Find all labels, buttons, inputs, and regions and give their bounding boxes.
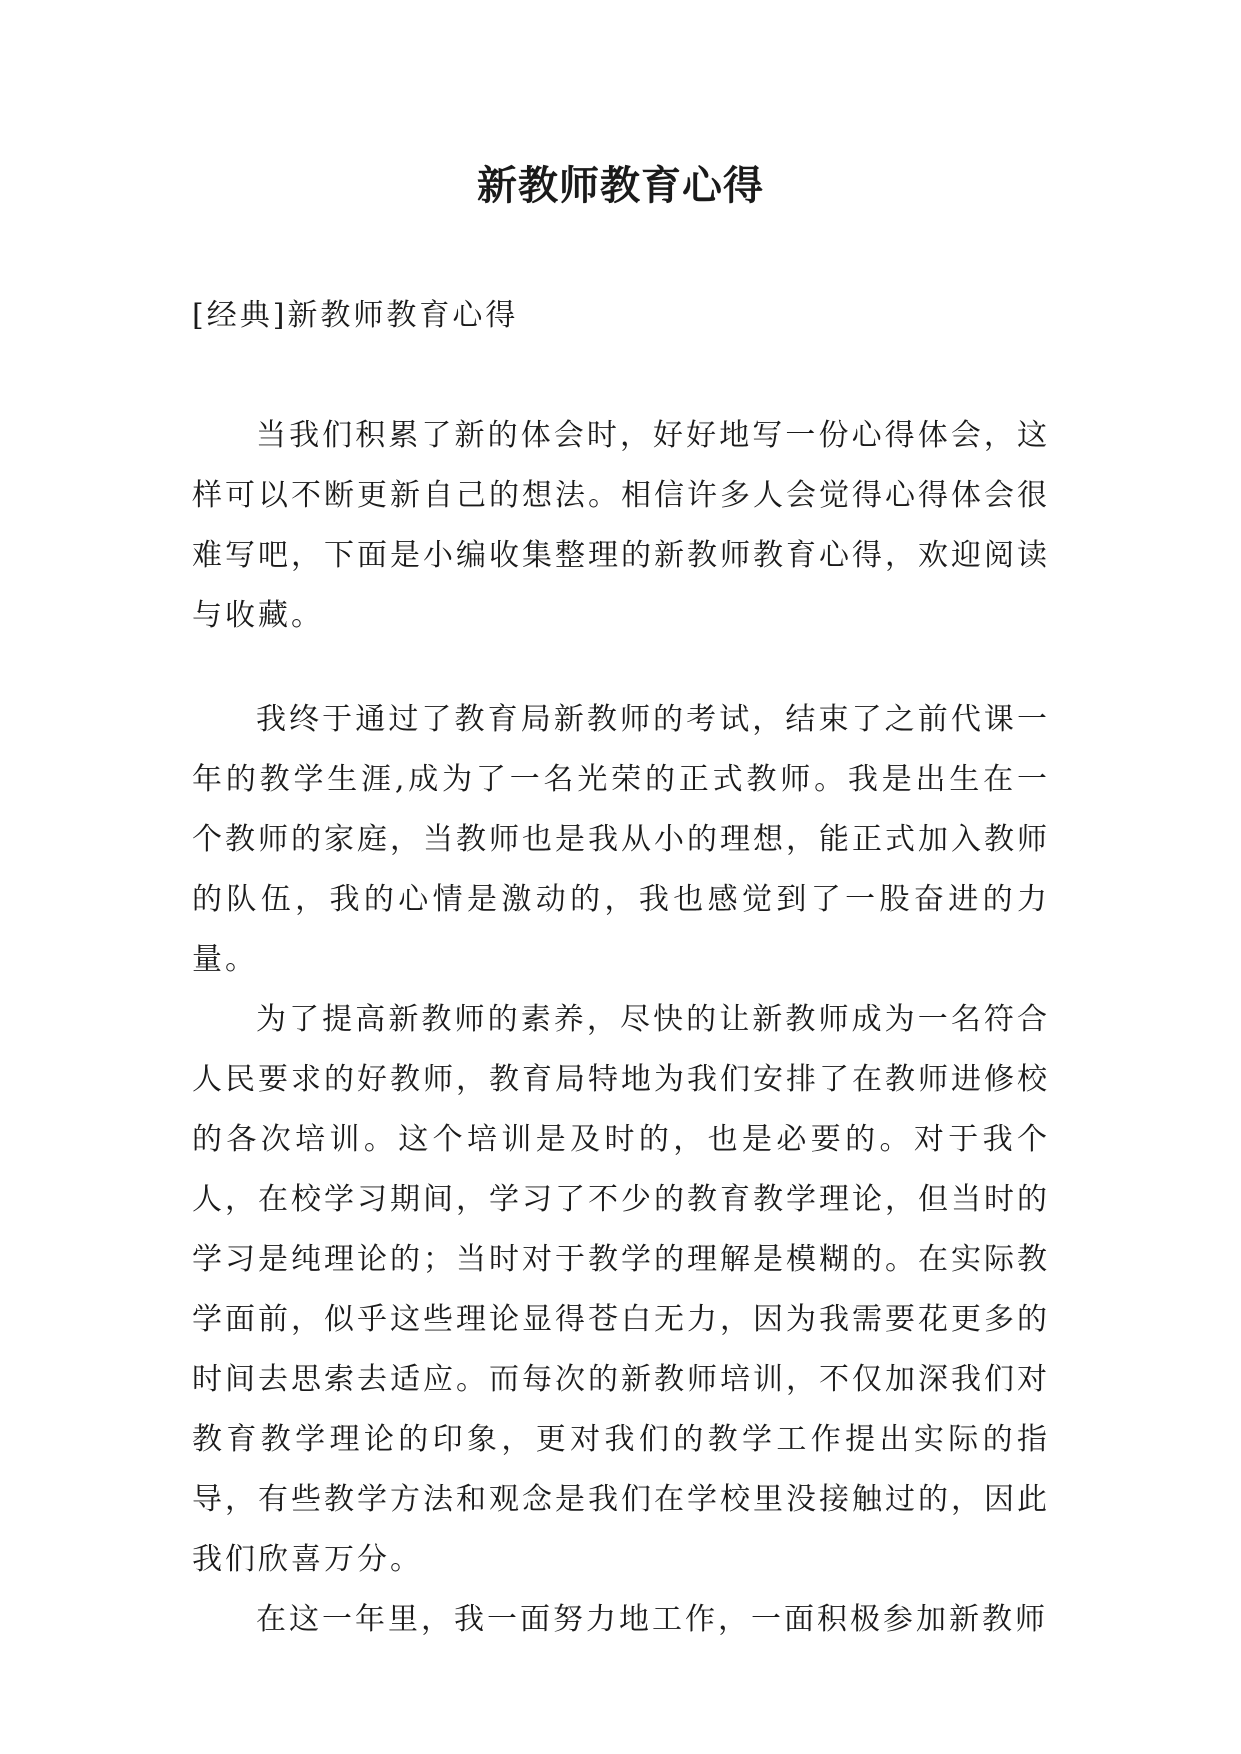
intro-section <box>192 406 1050 646</box>
body-paragraph-3: 在这一年里，我一面努力地工作，一面积极参加新教师 <box>256 1602 1048 1637</box>
body-paragraph-1: 我终于通过了教育局新教师的考试，结束了之前代课一年的教学生涯,成为了一名光荣的正式教师。我是出生在一个教师的家庭，当教师也是我从小的理想，能正式加入教师的队伍，我的心情是激动的，我也感觉到了一股奋进的力量。 <box>192 702 1050 977</box>
intro-paragraph: 当我们积累了新的体会时，好好地写一份心得体会，这样可以不断更新自己的想法。相信许多人会觉得心得体会很难写吧，下面是小编收集整理的新教师教育心得，欢迎阅读与收藏。 <box>192 418 1050 633</box>
main-section <box>192 690 1050 1650</box>
body-paragraph-2: 为了提高新教师的素养，尽快的让新教师成为一名符合人民要求的好教师，教育局特地为我们安排了在教师进修校的各次培训。这个培训是及时的，也是必要的。对于我个人，在校学习期间，学习了不少的教育教学理论，但当时的学习是纯理论的；当时对于教学的理解是模糊的。在实际教学面前，似乎这些理论显得苍白无力，因为我需要花更多的时间去思索去适应。而每次的新教师培训，不仅加深我们对教育教学理论的印象，更对我们的教学工作提出实际的指导，有些教学方法和观念是我们在学校里没接触过的，因此我们欣喜万分。 <box>192 1002 1050 1577</box>
document-subtitle: [经典]新教师教育心得 <box>192 298 519 333</box>
document-title: 新教师教育心得 <box>477 163 764 209</box>
